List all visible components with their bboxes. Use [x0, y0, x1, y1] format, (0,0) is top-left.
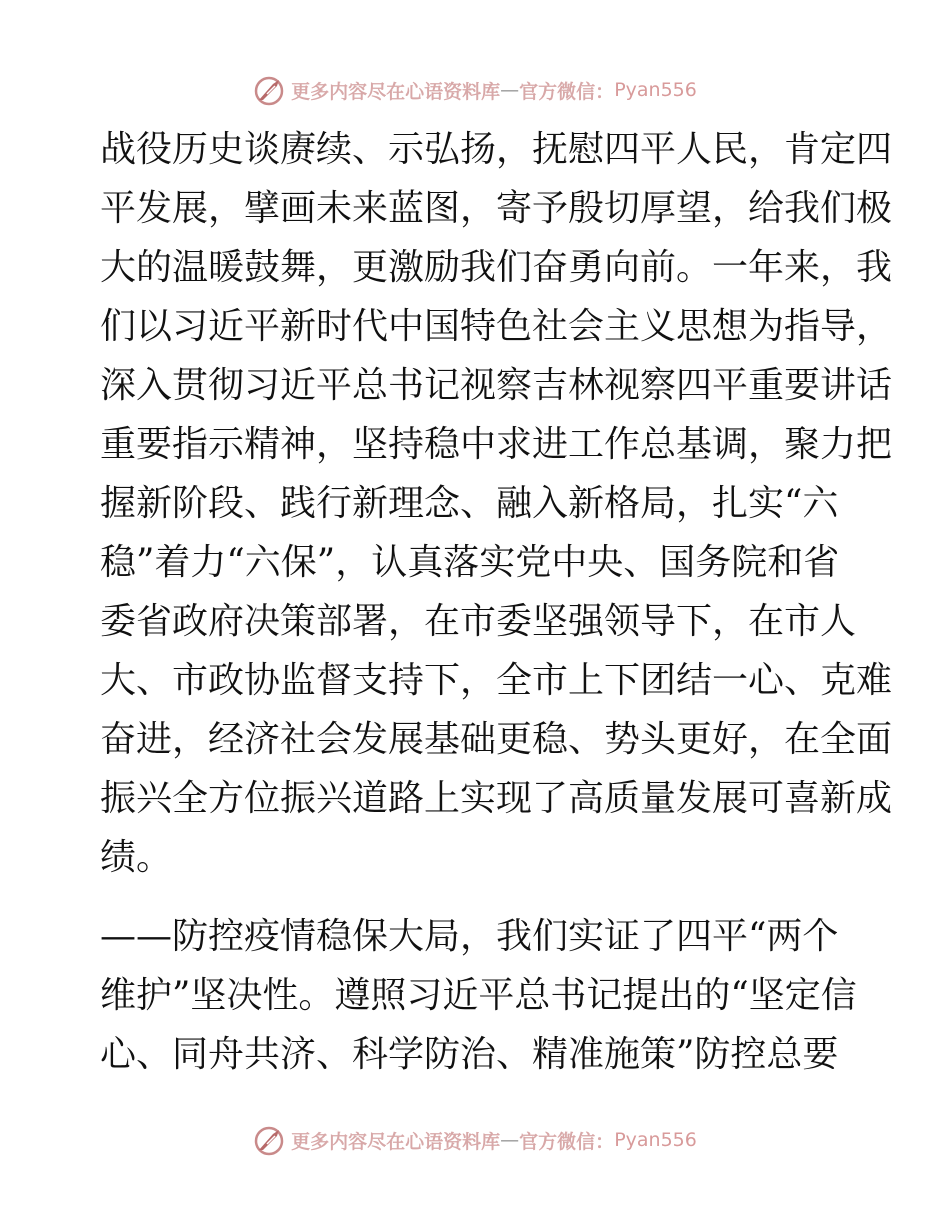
text-line: ——防控疫情稳保大局，我们实证了四平“两个: [100, 916, 839, 957]
paragraph: [100, 120, 893, 887]
watermark-text: 更多内容尽在心语资料库: [291, 80, 501, 103]
text-line: 奋进，经济社会发展基础更稳、势头更好，在全面: [100, 719, 893, 760]
document-body: [100, 120, 893, 1084]
text-line: 平发展，擘画未来蓝图，寄予殷切厚望，给我们极: [100, 188, 893, 229]
watermark-separator: —: [500, 79, 520, 101]
text-line: 深入贯彻习近平总书记视察吉林视察四平重要讲话: [100, 365, 893, 406]
watermark-separator: —: [500, 1129, 520, 1151]
watermark-account-label: 官方微信：: [519, 80, 615, 103]
paragraph-gap: [100, 887, 850, 907]
text-line: 握新阶段、践行新理念、融入新格局，扎实“六: [100, 483, 839, 524]
text-line: 重要指示精神，坚持稳中求进工作总基调，聚力把: [100, 424, 893, 465]
footer-watermark: [0, 1123, 950, 1157]
text-line: 大、市政协监督支持下，全市上下团结一心、克难: [100, 660, 893, 701]
text-line: 维护”坚决性。遵照习近平总书记提出的“坚定信: [100, 975, 857, 1016]
watermark-text: 更多内容尽在心语资料库: [291, 1130, 501, 1153]
text-line: 稳”着力“六保”，认真落实党中央、国务院和省: [100, 542, 840, 583]
quill-logo-icon: [253, 1124, 285, 1156]
text-line: 委省政府决策部署，在市委坚强领导下，在市人: [100, 601, 857, 642]
text-line: 战役历史谈赓续、示弘扬，抚慰四平人民，肯定四: [100, 129, 893, 170]
watermark-account: Pyan556: [614, 79, 697, 101]
quill-logo-icon: [253, 74, 285, 106]
header-watermark: [0, 73, 950, 107]
watermark-account: Pyan556: [614, 1129, 697, 1151]
text-line: 们以习近平新时代中国特色社会主义思想为指导，: [100, 306, 893, 347]
text-line: 振兴全方位振兴道路上实现了高质量发展可喜新成: [100, 778, 893, 819]
text-line: 心、同舟共济、科学防治、精准施策”防控总要: [100, 1034, 839, 1075]
text-line: 绩。: [100, 837, 173, 878]
watermark-account-label: 官方微信：: [519, 1130, 615, 1153]
paragraph: [100, 907, 857, 1084]
text-line: 大的温暖鼓舞，更激励我们奋勇向前。一年来，我: [100, 247, 893, 288]
